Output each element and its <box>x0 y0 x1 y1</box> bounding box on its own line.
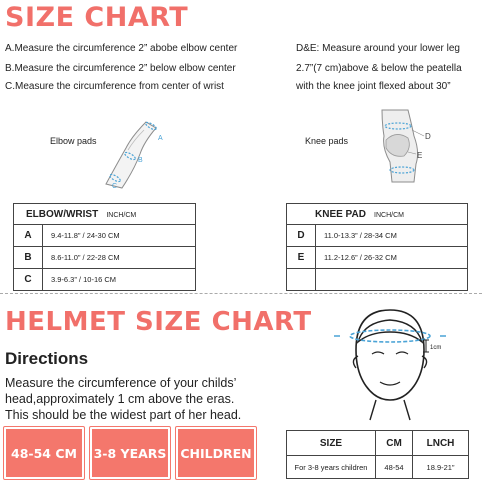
tag-age-label: 3-8 YEARS <box>93 445 167 461</box>
helmet-size-table <box>286 430 469 479</box>
table-row <box>287 456 469 479</box>
elbow-marker-c: C <box>112 183 118 190</box>
row-value: 11.0-13.3” / 28-34 CM <box>316 225 468 247</box>
tag-age <box>92 429 168 477</box>
section-divider <box>0 293 482 294</box>
row-key: B <box>14 247 43 269</box>
row-value: 3.9-6.3” / 10-16 CM <box>43 269 196 291</box>
elbow-pads-label: Elbow pads <box>50 136 97 146</box>
helmet-header-cm: CM <box>376 431 413 456</box>
helmet-header-inch: LNCH <box>413 431 469 456</box>
row-value: 11.2-12.6” / 26-32 CM <box>316 247 468 269</box>
knee-table-header: KNEE PAD <box>315 208 366 220</box>
directions-line-1: Measure the circumference of your childs’ <box>5 376 237 390</box>
elbow-marker-a: A <box>158 135 163 142</box>
helmet-size-chart-title: HELMET SIZE CHART <box>5 307 312 337</box>
instruction-b: B.Measure the circumference 2” below elbow center <box>5 63 236 74</box>
elbow-table-unit: INCH/CM <box>106 211 137 219</box>
elbow-wrist-table <box>13 203 196 291</box>
table-row <box>14 269 196 291</box>
tag-children-label: CHILDREN <box>180 445 252 461</box>
elbow-arm-illustration <box>98 110 178 190</box>
instruction-c: C.Measure the circumference from center of wrist <box>5 81 224 92</box>
head-measure-illustration <box>330 302 450 422</box>
knee-table-unit: INCH/CM <box>374 211 404 219</box>
row-key: A <box>14 225 43 247</box>
helmet-cell-inch: 18.9-21” <box>413 456 469 479</box>
tag-circumference-label: 48-54 CM <box>11 445 77 461</box>
row-key: D <box>287 225 316 247</box>
row-key: C <box>14 269 43 291</box>
elbow-marker-b: B <box>138 157 143 164</box>
row-key: E <box>287 247 316 269</box>
row-value: 9.4-11.8” / 24-30 CM <box>43 225 196 247</box>
table-row <box>287 247 468 269</box>
row-value: 8.6-11.0” / 22-28 CM <box>43 247 196 269</box>
knee-leg-illustration <box>368 108 438 184</box>
size-chart-title: SIZE CHART <box>5 2 189 33</box>
table-row <box>14 225 196 247</box>
directions-heading: Directions <box>5 349 89 368</box>
helmet-header-size: SIZE <box>287 431 376 456</box>
head-marker-1cm: 1cm <box>430 345 442 351</box>
helmet-cell-size: For 3-8 years children <box>287 456 376 479</box>
knee-pad-table <box>286 203 468 291</box>
table-row <box>14 247 196 269</box>
row-key-empty <box>287 269 316 291</box>
directions-line-3: This should be the widest part of her head. <box>5 408 242 422</box>
knee-marker-d: D <box>425 132 431 141</box>
row-value-empty <box>316 269 468 291</box>
helmet-cell-cm: 48-54 <box>376 456 413 479</box>
tag-children <box>178 429 254 477</box>
tag-circumference <box>6 429 82 477</box>
knee-pads-label: Knee pads <box>305 136 349 146</box>
instruction-de-2: 2.7”(7 cm)above & below the peatella <box>296 63 462 74</box>
instruction-de-3: with the knee joint flexed about 30” <box>296 81 451 92</box>
elbow-table-header: ELBOW/WRIST <box>26 208 99 220</box>
directions-line-2: head,approximately 1 cm above the eras. <box>5 392 235 406</box>
instruction-de-1: D&E: Measure around your lower leg <box>296 43 460 54</box>
table-row <box>287 269 468 291</box>
instruction-a: A.Measure the circumference 2” abobe elbow center <box>5 43 238 54</box>
table-row <box>287 225 468 247</box>
knee-marker-e: E <box>417 151 423 160</box>
